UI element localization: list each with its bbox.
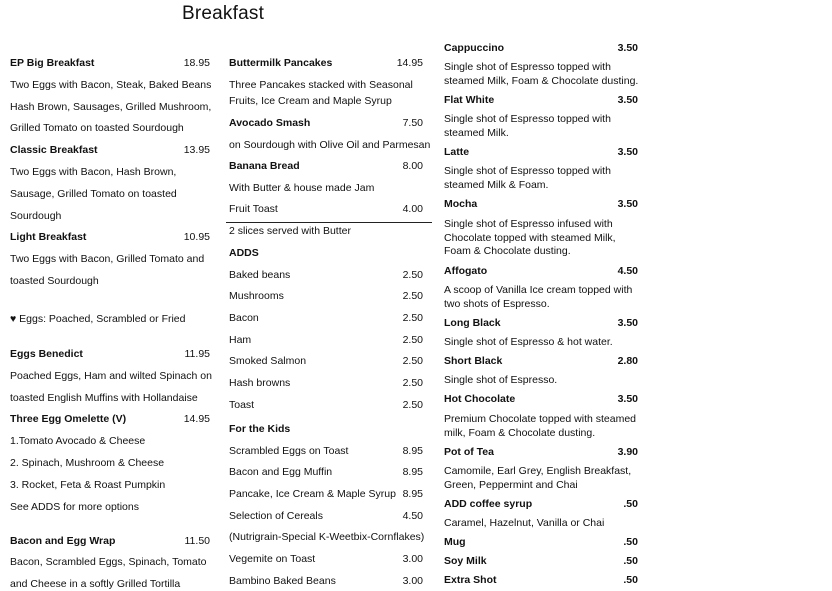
menu-item-price: 2.50	[402, 355, 423, 367]
menu-item-name: Mug	[444, 536, 466, 548]
menu-item-price: .50	[623, 498, 638, 510]
menu-item-price: 11.50	[184, 535, 210, 547]
menu-item-text: Two Eggs with Bacon, Hash Brown,	[10, 166, 177, 178]
menu-item-text: (Nutrigrain-Special K-Weetbix-Cornflakes)	[229, 531, 425, 543]
menu-item-text: Scrambled Eggs on Toast	[229, 445, 349, 457]
menu-item-text: toasted English Muffins with Hollandaise	[10, 392, 198, 404]
menu-item-price: 2.50	[402, 399, 423, 411]
menu-item-name: Short Black	[444, 355, 503, 367]
menu-item-price: 18.95	[183, 57, 210, 69]
menu-item-price: 2.50	[402, 312, 423, 324]
menu-item-name: Latte	[444, 146, 470, 158]
menu-item-text: Grilled Tomato on toasted Sourdough	[10, 122, 184, 134]
menu-item-text: Bacon, Scrambled Eggs, Spinach, Tomato	[10, 556, 207, 568]
menu-item-text: With Butter & house made Jam	[229, 182, 375, 194]
menu-item-text: Bacon and Egg Muffin	[229, 466, 333, 478]
menu-item-text: Bacon	[229, 312, 259, 324]
menu-item-name: Flat White	[444, 94, 495, 106]
menu-item-price: 10.95	[183, 231, 210, 243]
menu-item-text: steamed Milk, Foam & Chocolate dusting.	[444, 75, 639, 87]
menu-item-text: and Cheese in a softly Grilled Tortilla	[10, 578, 181, 590]
menu-item-price: .50	[623, 555, 638, 567]
menu-item-price: .50	[623, 574, 638, 586]
menu-item-text: Foam & Chocolate dusting.	[444, 245, 571, 257]
menu-item-text: A scoop of Vanilla Ice cream topped with	[444, 284, 633, 296]
menu-item-name: Long Black	[444, 317, 501, 329]
menu-item-text: Sourdough	[10, 210, 62, 222]
menu-item-name: Eggs Benedict	[10, 348, 83, 360]
section-divider	[226, 222, 432, 223]
menu-item-price: 14.95	[396, 57, 423, 69]
menu-item-name: Soy Milk	[444, 555, 487, 567]
menu-item-price: 2.80	[617, 355, 638, 367]
menu-item-name: ADD coffee syrup	[444, 498, 533, 510]
menu-item-text: Poached Eggs, Ham and wilted Spinach on	[10, 370, 212, 382]
menu-item-text: ♥ Eggs: Poached, Scrambled or Fried	[10, 313, 186, 325]
menu-item-price: 4.50	[617, 265, 638, 277]
menu-item-price: 2.50	[402, 269, 423, 281]
menu-item-text: on Sourdough with Olive Oil and Parmesan	[229, 139, 431, 151]
menu-item-text: 1.Tomato Avocado & Cheese	[10, 435, 146, 447]
menu-item-text: Premium Chocolate topped with steamed	[444, 413, 637, 425]
menu-item-price: 3.50	[617, 393, 638, 405]
menu-item-price: 3.50	[617, 146, 638, 158]
menu-item-text: Smoked Salmon	[229, 355, 307, 367]
menu-item-text: 2. Spinach, Mushroom & Cheese	[10, 457, 165, 469]
menu-item-text: steamed Milk.	[444, 127, 509, 139]
menu-item-name: Classic Breakfast	[10, 144, 98, 156]
menu-item-text: Fruit Toast	[229, 203, 278, 215]
menu-item-name: Avocado Smash	[229, 117, 311, 129]
menu-item-price: 3.00	[402, 575, 423, 587]
menu-item-name: Bacon and Egg Wrap	[10, 535, 116, 547]
menu-item-text: Camomile, Earl Grey, English Breakfast,	[444, 465, 632, 477]
menu-item-price: 3.50	[617, 317, 638, 329]
menu-item-price: 3.50	[617, 42, 638, 54]
menu-item-text: Bambino Baked Beans	[229, 575, 336, 587]
menu-item-price: 7.50	[402, 117, 423, 129]
menu-item-text: Ham	[229, 334, 252, 346]
menu-item-price: .50	[623, 536, 638, 548]
menu-item-text: Single shot of Espresso & hot water.	[444, 336, 613, 348]
menu-item-text: 2 slices served with Butter	[229, 225, 351, 237]
menu-item-name: Extra Shot	[444, 574, 497, 586]
menu-item-text: Toast	[229, 399, 255, 411]
menu-item-text: Single shot of Espresso topped with	[444, 113, 611, 125]
menu-item-text: Caramel, Hazelnut, Vanilla or Chai	[444, 517, 605, 529]
menu-item-name: Pot of Tea	[444, 446, 494, 458]
menu-item-text: See ADDS for more options	[10, 501, 139, 513]
menu-item-price: 8.95	[402, 445, 423, 457]
menu-item-price: 8.95	[402, 488, 423, 500]
menu-item-text: Baked beans	[229, 269, 291, 281]
menu-item-price: 8.00	[402, 160, 423, 172]
menu-item-text: Two Eggs with Bacon, Steak, Baked Beans	[10, 79, 212, 91]
menu-item-name: Buttermilk Pancakes	[229, 57, 333, 69]
menu-item-text: Selection of Cereals	[229, 510, 323, 522]
menu-item-price: 11.95	[184, 348, 210, 360]
menu-item-name: For the Kids	[229, 423, 291, 435]
menu-item-text: milk, Foam & Chocolate dusting.	[444, 427, 596, 439]
menu-item-price: 8.95	[402, 466, 423, 478]
menu-item-text: Sausage, Grilled Tomato on toasted	[10, 188, 177, 200]
menu-item-text: Single shot of Espresso infused with	[444, 218, 613, 230]
menu-item-text: Single shot of Espresso.	[444, 374, 558, 386]
menu-title: Breakfast	[182, 3, 265, 24]
menu-item-text: Pancake, Ice Cream & Maple Syrup	[229, 488, 396, 500]
menu-item-price: 3.50	[617, 198, 638, 210]
menu-item-price: 14.95	[183, 413, 210, 425]
menu-item-name: Light Breakfast	[10, 231, 87, 243]
menu-item-text: Hash browns	[229, 377, 291, 389]
menu-item-text: Three Pancakes stacked with Seasonal	[229, 79, 413, 91]
menu-item-text: Single shot of Espresso topped with	[444, 165, 611, 177]
menu-item-price: 2.50	[402, 334, 423, 346]
menu-item-text: Two Eggs with Bacon, Grilled Tomato and	[10, 253, 205, 265]
menu-item-price: 3.50	[617, 94, 638, 106]
menu-item-text: Single shot of Espresso topped with	[444, 61, 611, 73]
menu-item-price: 4.00	[402, 203, 423, 215]
menu-item-name: EP Big Breakfast	[10, 57, 95, 69]
menu-item-price: 2.50	[402, 290, 423, 302]
menu-item-name: Three Egg Omelette (V)	[10, 413, 127, 425]
menu-item-price: 3.90	[617, 446, 638, 458]
menu-item-text: Mushrooms	[229, 290, 284, 302]
menu-item-name: Affogato	[444, 265, 488, 277]
menu-item-text: Hash Brown, Sausages, Grilled Mushroom,	[10, 101, 212, 113]
menu-item-name: Mocha	[444, 198, 478, 210]
menu-item-text: Vegemite on Toast	[229, 553, 316, 565]
menu-item-text: 3. Rocket, Feta & Roast Pumpkin	[10, 479, 166, 491]
menu-item-text: Fruits, Ice Cream and Maple Syrup	[229, 95, 392, 107]
menu-item-text: toasted Sourdough	[10, 275, 99, 287]
menu-item-name: ADDS	[229, 247, 259, 259]
menu-item-name: Banana Bread	[229, 160, 300, 172]
menu-item-price: 4.50	[402, 510, 423, 522]
menu-item-name: Hot Chocolate	[444, 393, 516, 405]
menu-item-price: 2.50	[402, 377, 423, 389]
menu-item-price: 13.95	[183, 144, 210, 156]
menu-item-text: Green, Peppermint and Chai	[444, 479, 578, 491]
menu-item-text: two shots of Espresso.	[444, 298, 550, 310]
menu-item-name: Cappuccino	[444, 42, 505, 54]
menu-item-price: 3.00	[402, 553, 423, 565]
menu-item-text: steamed Milk & Foam.	[444, 179, 549, 191]
menu-item-text: Chocolate topped with steamed Milk,	[444, 232, 616, 244]
